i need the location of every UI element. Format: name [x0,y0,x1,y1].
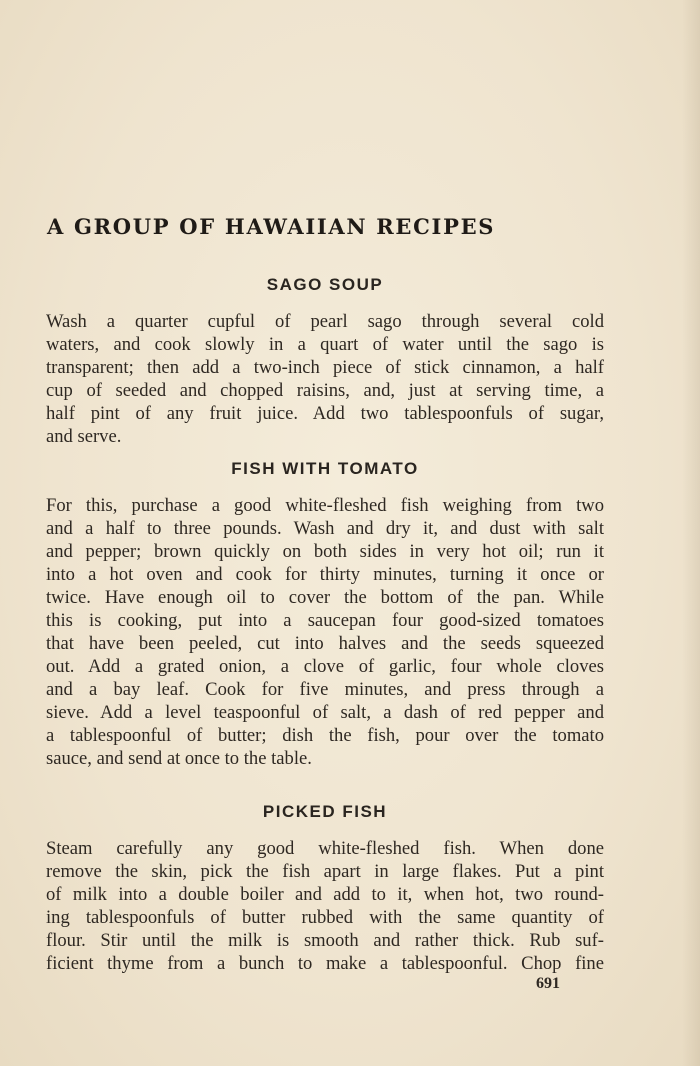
text-line: sieve. Add a level teaspoonful of salt, a dash of red pepper and [46,702,604,723]
text-line: ficient thyme from a bunch to make a tablespoonful. Chop fine [46,953,604,974]
page-edge-shadow [682,0,700,1066]
text-line: out. Add a grated onion, a clove of garlic, four whole cloves [46,656,604,677]
page-number: 691 [536,975,560,992]
paragraph-fish-with-tomato [46,494,604,770]
text-line: For this, purchase a good white-fleshed fish weighing from two [46,495,604,516]
text-line: Wash a quarter cupful of pearl sago through several cold [46,311,604,332]
text-line: sauce, and send at once to the table. [46,748,312,769]
text-line: waters, and cook slowly in a quart of water until the sago is [46,334,604,355]
paragraph-sago-soup [46,310,604,448]
text-line: and serve. [46,426,122,447]
text-line: Steam carefully any good white-fleshed fish. When done [46,838,604,859]
text-line: cup of seeded and chopped raisins, and, just at serving time, a [46,380,604,401]
section-title-fish-with-tomato: FISH WITH TOMATO [231,459,419,478]
text-line: flour. Stir until the milk is smooth and rather thick. Rub suf- [46,930,604,951]
text-line: half pint of any fruit juice. Add two tablespoonfuls of sugar, [46,403,604,424]
text-line: that have been peeled, cut into halves and the seeds squeezed [46,633,604,654]
paragraph-picked-fish [46,837,604,975]
text-line: twice. Have enough oil to cover the bottom of the pan. While [46,587,604,608]
text-line: remove the skin, pick the fish apart in large flakes. Put a pint [46,861,604,882]
text-line: ing tablespoonfuls of butter rubbed with the same quantity of [46,907,604,928]
section-title-picked-fish: PICKED FISH [262,802,388,821]
text-line: into a hot oven and cook for thirty minutes, turning it once or [46,564,604,585]
text-line: this is cooking, put into a saucepan four good-sized tomatoes [46,610,604,631]
text-line: and pepper; brown quickly on both sides in very hot oil; run it [46,541,604,562]
text-line: transparent; then add a two-inch piece of stick cinnamon, a half [46,357,604,378]
text-line: and a bay leaf. Cook for five minutes, and press through a [46,679,604,700]
text-line: a tablespoonful of butter; dish the fish, pour over the tomato [46,725,604,746]
page-title: A GROUP OF HAWAIIAN RECIPES [47,214,496,239]
text-line: and a half to three pounds. Wash and dry it, and dust with salt [46,518,604,539]
section-title-sago-soup: SAGO SOUP [266,275,384,294]
text-line: of milk into a double boiler and add to it, when hot, two round- [46,884,604,905]
